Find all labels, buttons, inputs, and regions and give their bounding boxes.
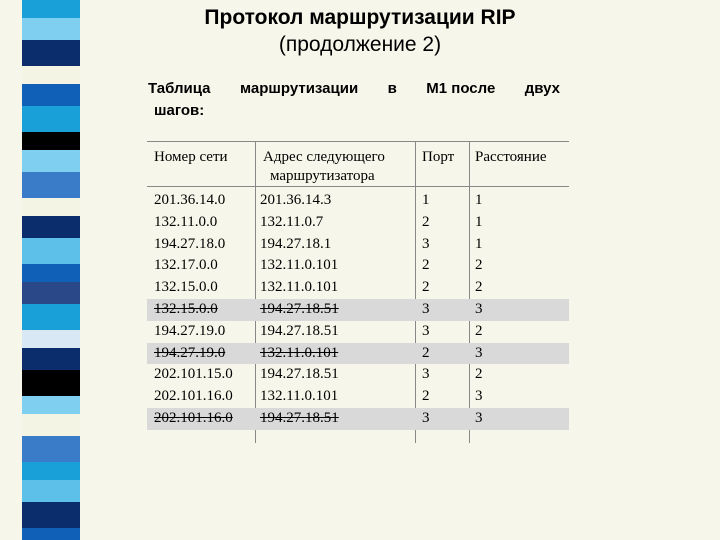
caption-word: М1 после — [426, 80, 496, 97]
cell-next-hop: 201.36.14.3 — [260, 192, 332, 208]
cell-distance: 1 — [475, 213, 483, 230]
table-row-struck — [147, 408, 569, 430]
table-caption — [148, 78, 578, 122]
stripe-block — [22, 106, 80, 132]
table-row-struck — [147, 343, 569, 365]
caption-word: Таблица — [148, 80, 211, 97]
cell-next-hop: 194.27.18.51 — [260, 409, 339, 426]
stripe-block — [22, 304, 80, 330]
header-next-hop: Адрес следующего — [263, 149, 385, 165]
table-row — [147, 212, 569, 234]
stripe-block — [22, 150, 80, 172]
stripe-block — [22, 238, 80, 264]
stripe-block — [22, 502, 80, 528]
stripe-block — [22, 396, 80, 414]
stripe-block — [22, 528, 80, 540]
cell-port: 3 — [422, 322, 430, 339]
cell-port: 2 — [422, 388, 430, 405]
stripe-block — [22, 480, 80, 502]
caption-word: в — [387, 80, 397, 97]
cell-network: 132.17.0.0 — [154, 257, 218, 274]
stripe-block — [22, 40, 80, 66]
table-row — [147, 386, 569, 408]
cell-distance: 3 — [475, 300, 483, 317]
header-distance: Расстояние — [475, 149, 547, 165]
stripe-block — [22, 330, 80, 348]
cell-next-hop: 132.11.0.7 — [260, 213, 324, 230]
cell-network: 132.15.0.0 — [154, 300, 218, 317]
cell-port: 2 — [422, 213, 430, 230]
table-row — [147, 277, 569, 299]
cell-distance: 3 — [475, 344, 483, 361]
stripe-block — [22, 172, 80, 198]
cell-next-hop: 132.11.0.101 — [260, 257, 339, 274]
cell-next-hop: 132.11.0.101 — [260, 344, 339, 361]
cell-next-hop: 194.27.18.1 — [260, 235, 332, 252]
cell-distance: 2 — [475, 279, 483, 296]
caption-word: маршрутизации — [239, 80, 359, 97]
table-row — [147, 234, 569, 256]
cell-distance: 1 — [475, 235, 483, 252]
stripe-block — [22, 462, 80, 480]
stripe-block — [22, 198, 80, 216]
cell-network: 132.11.0.0 — [154, 213, 218, 230]
stripe-block — [22, 282, 80, 304]
cell-network: 202.101.16.0 — [154, 388, 233, 405]
stripe-block — [22, 18, 80, 40]
cell-network: 202.101.15.0 — [154, 366, 233, 383]
stripe-block — [22, 436, 80, 462]
stripe-block — [22, 84, 80, 106]
cell-port: 3 — [422, 235, 430, 252]
cell-distance: 2 — [475, 322, 483, 339]
stripe-block — [22, 0, 80, 18]
caption-word: двух — [524, 80, 560, 97]
table-row — [147, 321, 569, 343]
cell-port: 2 — [422, 344, 430, 361]
cell-network: 202.101.16.0 — [154, 409, 233, 426]
table-row-struck — [147, 299, 569, 321]
table-header — [147, 141, 569, 187]
cell-next-hop: 194.27.18.51 — [260, 366, 339, 383]
decorative-stripe-bar — [22, 0, 80, 540]
header-next-hop-line2: маршрутизатора — [270, 168, 375, 184]
cell-next-hop: 132.11.0.101 — [260, 388, 339, 405]
routing-table — [147, 141, 569, 450]
slide-title — [90, 4, 630, 58]
subtitle-text: (продолжение 2) — [278, 33, 442, 56]
cell-next-hop: 194.27.18.51 — [260, 322, 339, 339]
stripe-block — [22, 414, 80, 436]
cell-port: 3 — [422, 366, 430, 383]
table-body — [147, 187, 569, 430]
cell-distance: 2 — [475, 366, 483, 383]
cell-network: 201.36.14.0 — [154, 192, 226, 208]
stripe-block — [22, 370, 80, 396]
cell-distance: 3 — [475, 388, 483, 405]
title-text: Протокол маршрутизации RIP — [204, 6, 516, 29]
caption-line-2: шагов: — [154, 102, 205, 119]
stripe-block — [22, 348, 80, 370]
cell-network: 194.27.19.0 — [154, 322, 226, 339]
cell-distance: 1 — [475, 192, 483, 208]
stripe-block — [22, 264, 80, 282]
table-row — [147, 255, 569, 277]
header-port: Порт — [422, 149, 455, 165]
caption-line-1 — [148, 78, 560, 100]
cell-port: 1 — [422, 192, 430, 208]
cell-next-hop: 132.11.0.101 — [260, 279, 339, 296]
cell-network: 194.27.19.0 — [154, 344, 226, 361]
stripe-block — [22, 132, 80, 150]
cell-port: 2 — [422, 279, 430, 296]
cell-next-hop: 194.27.18.51 — [260, 300, 339, 317]
stripe-block — [22, 66, 80, 84]
cell-network: 194.27.18.0 — [154, 235, 226, 252]
cell-port: 3 — [422, 300, 430, 317]
table-row — [147, 364, 569, 386]
cell-port: 3 — [422, 409, 430, 426]
stripe-block — [22, 216, 80, 238]
table-row — [147, 190, 569, 212]
cell-network: 132.15.0.0 — [154, 279, 218, 296]
cell-port: 2 — [422, 257, 430, 274]
cell-distance: 3 — [475, 409, 483, 426]
cell-distance: 2 — [475, 257, 483, 274]
header-network: Номер сети — [154, 149, 228, 165]
table-tail — [147, 430, 569, 450]
